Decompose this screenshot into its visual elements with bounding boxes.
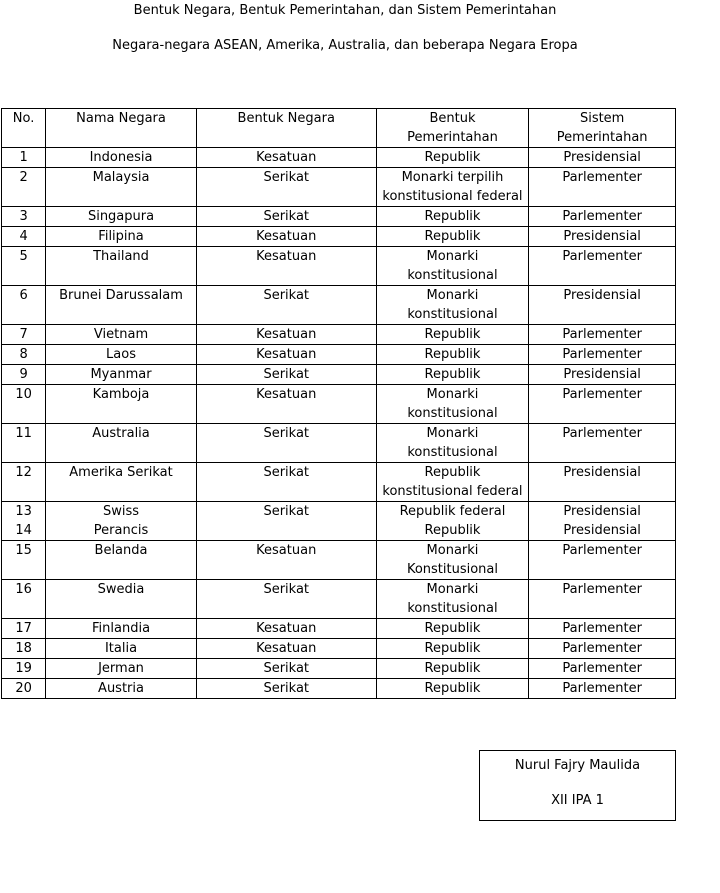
cell-sistem-pemerintahan: Presidensial: [529, 148, 676, 168]
cell-bentuk-pemerintahan: Republik: [376, 227, 529, 247]
cell-bentuk-negara-value: [197, 521, 376, 540]
cell-nama-negara: Singapura: [46, 207, 197, 227]
cell-bentuk-negara: Serikat: [196, 679, 376, 699]
cell-bentuk-pemerintahan: Monarki konstitusional: [376, 424, 529, 463]
column-header-sistem-pemerintahan: Sistem Pemerintahan: [529, 109, 676, 148]
cell-sistem-pemerintahan: Parlementer: [529, 385, 676, 424]
column-header-bentuk-negara: Bentuk Negara: [196, 109, 376, 148]
cell-bentuk-pemerintahan: Republik: [376, 345, 529, 365]
cell-no: 1: [2, 148, 46, 168]
cell-nama-negara-value: Perancis: [93, 523, 149, 538]
cell-bentuk-negara: Serikat: [196, 207, 376, 227]
cell-bentuk-negara: Serikat: [196, 463, 376, 502]
cell-bentuk-pemerintahan: Republik: [376, 639, 529, 659]
cell-bentuk-pemerintahan-value: Republik federal: [399, 504, 506, 519]
cell-bentuk-pemerintahan: Monarki konstitusional: [376, 580, 529, 619]
cell-bentuk-negara: Kesatuan: [196, 148, 376, 168]
cell-bentuk-negara-value: Serikat: [263, 504, 310, 519]
cell-nama-negara: Finlandia: [46, 619, 197, 639]
cell-bentuk-pemerintahan: Republik: [376, 659, 529, 679]
cell-bentuk-negara: Kesatuan: [196, 541, 376, 580]
cell-sistem-pemerintahan: Parlementer: [529, 168, 676, 207]
cell-no: 18: [2, 639, 46, 659]
cell-no: 10: [2, 385, 46, 424]
table-row: [2, 580, 676, 619]
cell-nama-negara: Jerman: [46, 659, 197, 679]
cell-sistem-pemerintahan: Presidensial: [529, 463, 676, 502]
cell-bentuk-pemerintahan: Monarki Konstitusional: [376, 541, 529, 580]
cell-nama-negara: Indonesia: [46, 148, 197, 168]
table-row: [2, 619, 676, 639]
cell-bentuk-negara: Kesatuan: [196, 385, 376, 424]
cell-bentuk-negara: Kesatuan: [196, 619, 376, 639]
table-row: [2, 168, 676, 207]
cell-sistem-pemerintahan: Presidensial: [529, 365, 676, 385]
cell-bentuk-negara: Kesatuan: [196, 639, 376, 659]
cell-sistem-pemerintahan: Parlementer: [529, 541, 676, 580]
student-class: XII IPA 1: [551, 793, 604, 808]
column-header-bentuk-pemerintahan: Bentuk Pemerintahan: [376, 109, 529, 148]
cell-bentuk-pemerintahan: Republik: [376, 619, 529, 639]
table-row: [2, 247, 676, 286]
cell-nama-negara-value: Swiss: [102, 504, 140, 519]
table-row: [2, 227, 676, 247]
cell-no-value: 13: [15, 504, 32, 519]
cell-bentuk-pemerintahan: Monarki konstitusional: [376, 385, 529, 424]
table-row: [2, 463, 676, 502]
cell-no: 2: [2, 168, 46, 207]
cell-bentuk-negara: Serikat: [196, 580, 376, 619]
table-row: [2, 325, 676, 345]
cell-nama-negara: Kamboja: [46, 385, 197, 424]
cell-nama-negara: Brunei Darussalam: [46, 286, 197, 325]
cell-sistem-pemerintahan: Parlementer: [529, 659, 676, 679]
cell-sistem-pemerintahan: Parlementer: [529, 639, 676, 659]
cell-bentuk-pemerintahan: Republik: [376, 207, 529, 227]
cell-bentuk-pemerintahan-value: Republik: [424, 523, 481, 538]
cell-nama-negara: Swedia: [46, 580, 197, 619]
country-table: [1, 108, 676, 699]
cell-no: 9: [2, 365, 46, 385]
cell-nama-negara: Filipina: [46, 227, 197, 247]
cell-bentuk-negara: Serikat: [196, 168, 376, 207]
document-subtitle: Negara-negara ASEAN, Amerika, Australia, dan beberapa Negara Eropa: [112, 38, 578, 53]
cell-bentuk-pemerintahan: Republik: [376, 365, 529, 385]
table-row: [2, 679, 676, 699]
cell-no: 4: [2, 227, 46, 247]
cell-bentuk-negara: Serikat: [196, 424, 376, 463]
cell-bentuk-negara: Serikat: [196, 365, 376, 385]
cell-bentuk-pemerintahan: Republik konstitusional federal: [376, 463, 529, 502]
cell-bentuk-pemerintahan: Monarki konstitusional: [376, 286, 529, 325]
table-row: [2, 365, 676, 385]
cell-bentuk-pemerintahan: Republik: [376, 679, 529, 699]
cell-sistem-pemerintahan: Presidensial: [529, 227, 676, 247]
cell-nama-negara: Belanda: [46, 541, 197, 580]
table-row: [2, 639, 676, 659]
student-name: Nurul Fajry Maulida: [514, 758, 641, 773]
cell-no: 20: [2, 679, 46, 699]
cell-sistem-pemerintahan: Parlementer: [529, 247, 676, 286]
document-title: Bentuk Negara, Bentuk Pemerintahan, dan Sistem Pemerintahan: [133, 3, 557, 18]
cell-sistem-pemerintahan: Parlementer: [529, 580, 676, 619]
cell-no: 11: [2, 424, 46, 463]
cell-nama-negara: Thailand: [46, 247, 197, 286]
table-row: [2, 148, 676, 168]
cell-bentuk-negara: Serikat: [196, 286, 376, 325]
cell-no: 3: [2, 207, 46, 227]
cell-nama-negara: [46, 502, 197, 541]
cell-sistem-pemerintahan: Parlementer: [529, 619, 676, 639]
cell-bentuk-pemerintahan: Monarki konstitusional: [376, 247, 529, 286]
cell-no: 12: [2, 463, 46, 502]
cell-no: 5: [2, 247, 46, 286]
cell-sistem-pemerintahan: Parlementer: [529, 207, 676, 227]
column-header-no: No.: [2, 109, 46, 148]
cell-nama-negara: Italia: [46, 639, 197, 659]
cell-nama-negara: Australia: [46, 424, 197, 463]
cell-bentuk-negara: Kesatuan: [196, 325, 376, 345]
cell-bentuk-negara: Serikat: [196, 659, 376, 679]
table-header-row: [2, 109, 676, 148]
cell-sistem-pemerintahan: Presidensial: [529, 286, 676, 325]
cell-nama-negara: Laos: [46, 345, 197, 365]
table-row: [2, 345, 676, 365]
cell-sistem-pemerintahan: Parlementer: [529, 325, 676, 345]
cell-bentuk-pemerintahan: Monarki terpilih konstitusional federal: [376, 168, 529, 207]
cell-nama-negara: Amerika Serikat: [46, 463, 197, 502]
table-row: [2, 502, 676, 541]
cell-no: [2, 502, 46, 541]
cell-sistem-pemerintahan-value: Presidensial: [563, 504, 641, 519]
cell-no: 16: [2, 580, 46, 619]
cell-bentuk-pemerintahan: Republik: [376, 148, 529, 168]
cell-no: 17: [2, 619, 46, 639]
cell-sistem-pemerintahan: Parlementer: [529, 424, 676, 463]
signature-box: [479, 750, 676, 821]
cell-sistem-pemerintahan: [529, 502, 676, 541]
cell-sistem-pemerintahan-value: Presidensial: [563, 523, 641, 538]
cell-bentuk-negara: Kesatuan: [196, 345, 376, 365]
table-row: [2, 424, 676, 463]
cell-nama-negara: Austria: [46, 679, 197, 699]
cell-nama-negara: Myanmar: [46, 365, 197, 385]
cell-bentuk-pemerintahan: Republik: [376, 325, 529, 345]
cell-bentuk-negara: Kesatuan: [196, 227, 376, 247]
column-header-nama-negara: Nama Negara: [46, 109, 197, 148]
table-row: [2, 385, 676, 424]
cell-no: 8: [2, 345, 46, 365]
table-row: [2, 286, 676, 325]
cell-no-value: 14: [15, 523, 32, 538]
cell-nama-negara: Vietnam: [46, 325, 197, 345]
cell-bentuk-negara: [196, 502, 376, 541]
table-row: [2, 541, 676, 580]
cell-nama-negara: Malaysia: [46, 168, 197, 207]
cell-no: 6: [2, 286, 46, 325]
table-row: [2, 659, 676, 679]
cell-bentuk-pemerintahan: [376, 502, 529, 541]
cell-no: 7: [2, 325, 46, 345]
table-row: [2, 207, 676, 227]
cell-sistem-pemerintahan: Parlementer: [529, 679, 676, 699]
cell-no: 19: [2, 659, 46, 679]
cell-sistem-pemerintahan: Parlementer: [529, 345, 676, 365]
cell-bentuk-negara: Kesatuan: [196, 247, 376, 286]
cell-no: 15: [2, 541, 46, 580]
